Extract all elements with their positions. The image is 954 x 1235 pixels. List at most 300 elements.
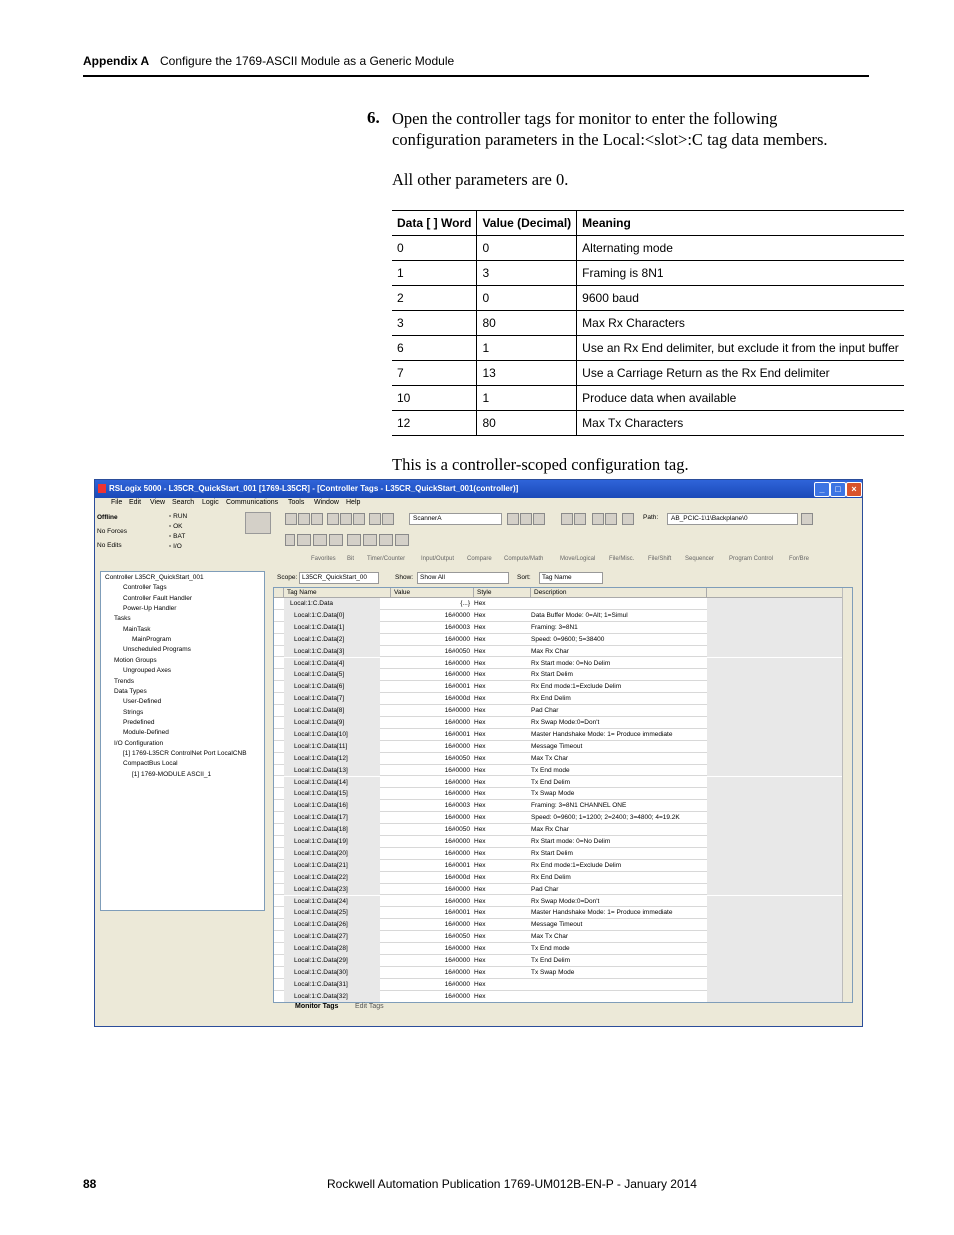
cell-word: 1	[392, 261, 477, 286]
blank-cell	[707, 622, 852, 634]
menu-logic[interactable]: Logic	[202, 499, 219, 506]
tree-node[interactable]: Data Types	[114, 687, 147, 695]
bottom-tabs	[273, 1002, 673, 1014]
tree-node[interactable]: Unscheduled Programs	[123, 646, 191, 654]
tab-monitor-tags[interactable]: Monitor Tags	[295, 1003, 339, 1010]
tag-row[interactable]	[274, 658, 852, 670]
tag-value-cell[interactable]: 16#0000	[444, 885, 470, 893]
tag-description-cell: Tx End mode	[531, 766, 570, 774]
cell-value: 80	[477, 311, 577, 336]
tag-description-cell: Speed: 0=9600; 5=38400	[531, 635, 605, 643]
tag-description-cell: Rx Start mode: 0=No Delim	[531, 838, 611, 845]
blank-cell	[707, 646, 852, 658]
tree-node[interactable]: Trends	[114, 677, 134, 685]
tab-program-control[interactable]: Program Control	[729, 556, 774, 562]
tag-style-cell: Hex	[474, 838, 486, 845]
cell-word: 10	[392, 386, 477, 411]
scope-select[interactable]: L35CR_QuickStart_00	[299, 572, 379, 584]
blank-cell	[707, 967, 852, 979]
tag-value-cell[interactable]: 16#0000	[444, 611, 470, 619]
tree-node[interactable]: CompactBus Local	[123, 760, 178, 768]
tag-row[interactable]	[274, 705, 852, 717]
tag-row[interactable]	[274, 848, 852, 860]
tag-row[interactable]	[274, 610, 852, 622]
tag-value-cell[interactable]: 16#0050	[444, 647, 470, 655]
tab-move-logical[interactable]: Move/Logical	[560, 556, 596, 562]
browse-icon[interactable]	[574, 513, 586, 525]
edits-status: No Edits	[97, 542, 122, 549]
col-header-meaning: Meaning	[577, 211, 904, 236]
tag-name-cell: Local:1:C.Data[19]	[284, 836, 380, 848]
tag-style-cell: Hex	[474, 897, 486, 905]
cell-value: 3	[477, 261, 577, 286]
tab-sequencer[interactable]: Sequencer	[685, 556, 715, 562]
tag-row[interactable]	[274, 943, 852, 955]
tag-style-cell: Hex	[474, 814, 486, 822]
cut-icon[interactable]	[327, 513, 339, 525]
path-browse-icon[interactable]	[801, 513, 813, 525]
close-icon[interactable]: ×	[846, 482, 862, 497]
col-header-word: Data [ ] Word	[392, 211, 477, 236]
blank-cell	[707, 848, 852, 860]
tag-row[interactable]	[274, 919, 852, 931]
tree-node[interactable]: User-Defined	[123, 698, 162, 706]
filter-bar	[277, 572, 777, 584]
tab-compute-math[interactable]: Compute/Math	[504, 556, 544, 562]
menu-file[interactable]: File	[111, 499, 123, 506]
table-row	[392, 311, 904, 336]
tag-description-cell: Rx Start Delim	[531, 849, 573, 857]
tag-row[interactable]	[274, 777, 852, 789]
menu-search[interactable]: Search	[172, 499, 195, 506]
controller-organizer	[100, 571, 265, 911]
blank-cell	[707, 729, 852, 741]
paste-icon[interactable]	[353, 513, 365, 525]
tag-name-cell: Local:1:C.Data[31]	[284, 979, 380, 991]
offline-status: Offline	[97, 514, 118, 521]
tag-value-cell[interactable]: 16#0003	[444, 623, 470, 631]
tag-value-cell[interactable]: 16#0000	[444, 790, 470, 798]
cell-word: 7	[392, 361, 477, 386]
tag-value-cell[interactable]: 16#0000	[444, 659, 470, 667]
tag-value-cell[interactable]: 16#0000	[444, 849, 470, 857]
tag-style-cell: Hex	[474, 790, 486, 798]
tag-row[interactable]	[274, 907, 852, 919]
tag-value-cell[interactable]: 16#0000	[444, 957, 470, 964]
blank-cell	[707, 812, 852, 824]
tab-compare[interactable]: Compare	[467, 556, 492, 562]
xref-icon[interactable]	[533, 513, 545, 525]
tree-node[interactable]: I/O Configuration	[114, 739, 164, 747]
tag-value-cell[interactable]: 16#0000	[444, 719, 470, 726]
tree-node[interactable]: Tasks	[114, 615, 131, 623]
cell-value: 1	[477, 336, 577, 361]
tag-value-cell[interactable]: 16#0000	[444, 897, 470, 905]
zoom-out-icon[interactable]	[605, 513, 617, 525]
tree-node[interactable]: Power-Up Handler	[123, 605, 177, 613]
tag-row[interactable]	[274, 884, 852, 896]
redo-icon[interactable]	[382, 513, 394, 525]
tree-node[interactable]: [1] 1769-L35CR ControlNet Port LocalCNB	[123, 749, 247, 757]
tag-row[interactable]	[274, 765, 852, 777]
tag-value-cell[interactable]: 16#000d	[444, 695, 470, 703]
tag-row[interactable]	[274, 753, 852, 765]
blank-cell	[707, 693, 852, 705]
tree-node[interactable]: Controller Fault Handler	[123, 594, 193, 602]
tag-name-cell: Local:1:C.Data[7]	[284, 693, 380, 705]
blank-cell	[707, 598, 852, 610]
tag-style-cell: Hex	[474, 730, 486, 738]
rslogix-window	[94, 479, 863, 1027]
tag-name-cell: Local:1:C.Data[15]	[284, 788, 380, 800]
tag-description-cell: Message Timeout	[531, 742, 583, 750]
tag-row[interactable]	[274, 669, 852, 681]
xic-icon[interactable]	[329, 534, 343, 546]
tag-row[interactable]	[274, 788, 852, 800]
maximize-icon[interactable]: □	[830, 482, 846, 497]
tree-node[interactable]: Ungrouped Axes	[123, 667, 172, 675]
branch-icon[interactable]	[297, 534, 311, 546]
blank-cell	[707, 705, 852, 717]
col-style[interactable]: Style	[474, 588, 531, 598]
tag-description-cell: Rx End mode:1=Exclude Delim	[531, 861, 622, 869]
zoom-in-icon[interactable]	[592, 513, 604, 525]
blank-cell	[707, 884, 852, 896]
branch-level-icon[interactable]	[313, 534, 327, 546]
tag-row[interactable]	[274, 812, 852, 824]
tag-value-cell[interactable]: 16#0000	[444, 766, 470, 774]
tag-name-cell: Local:1:C.Data[20]	[284, 848, 380, 860]
tag-value-cell[interactable]: {...}	[460, 600, 470, 607]
col-description[interactable]: Description	[531, 588, 707, 598]
show-label: Show:	[395, 574, 414, 581]
tag-value-cell[interactable]: 16#0000	[444, 635, 470, 643]
tag-description-cell: Max Rx Char	[531, 647, 569, 655]
grid-scrollbar[interactable]	[842, 588, 853, 1002]
table-row	[392, 336, 904, 361]
blank-cell	[707, 872, 852, 884]
tag-style-cell: Hex	[474, 861, 486, 869]
row-selector-header	[274, 588, 284, 598]
blank-cell	[707, 931, 852, 943]
tag-style-cell: Hex	[474, 921, 486, 929]
tag-row[interactable]	[274, 800, 852, 812]
led-io: ▫ I/O	[169, 543, 182, 550]
header-title: Configure the 1769-ASCII Module as a Generic Module	[160, 54, 455, 68]
tree-node[interactable]: Predefined	[123, 718, 155, 726]
tag-value-cell[interactable]: 16#0000	[444, 742, 470, 750]
copy-icon[interactable]	[340, 513, 352, 525]
tag-row[interactable]	[274, 836, 852, 848]
tag-description-cell: Framing: 3=8N1 CHANNEL ONE	[531, 802, 627, 810]
tag-row[interactable]	[274, 646, 852, 658]
tag-value-cell[interactable]: 16#0050	[444, 933, 470, 941]
cell-value: 0	[477, 236, 577, 261]
tab-timer-counter[interactable]: Timer/Counter	[367, 556, 406, 562]
tab-edit-tags[interactable]: Edit Tags	[355, 1003, 384, 1010]
verify-icon[interactable]	[507, 513, 519, 525]
tag-row[interactable]	[274, 717, 852, 729]
tag-row[interactable]	[274, 693, 852, 705]
cell-value: 1	[477, 386, 577, 411]
xio-icon[interactable]	[347, 534, 361, 546]
tag-description-cell: Rx End mode:1=Exclude Delim	[531, 683, 622, 691]
tree-node[interactable]: [1] 1769-MODULE ASCII_1	[132, 770, 212, 778]
path-select[interactable]: AB_PCIC-1\1\Backplane\0	[667, 513, 798, 525]
properties-icon[interactable]	[561, 513, 573, 525]
tag-name-cell: Local:1:C.Data	[284, 598, 380, 610]
tag-row[interactable]	[274, 872, 852, 884]
blank-cell	[707, 943, 852, 955]
blank-cell	[707, 991, 852, 1003]
tag-name-cell: Local:1:C.Data[10]	[284, 729, 380, 741]
tag-name-cell: Local:1:C.Data[32]	[284, 991, 380, 1003]
tag-value-cell[interactable]: 16#0001	[444, 909, 470, 917]
blank-cell	[707, 979, 852, 991]
tag-row[interactable]	[274, 622, 852, 634]
tag-value-cell[interactable]: 16#000d	[444, 873, 470, 881]
menu-tools[interactable]: Tools	[288, 499, 305, 506]
blank-cell	[707, 669, 852, 681]
tree-node[interactable]: Module-Defined	[123, 729, 169, 737]
tag-row[interactable]	[274, 824, 852, 836]
header-rule	[83, 75, 869, 77]
cell-value: 13	[477, 361, 577, 386]
open-icon[interactable]	[298, 513, 310, 525]
tag-row[interactable]	[274, 979, 852, 991]
menu-help[interactable]: Help	[346, 499, 361, 506]
cell-meaning: Alternating mode	[577, 236, 904, 261]
blank-cell	[707, 610, 852, 622]
show-select[interactable]: Show All	[417, 572, 509, 584]
new-icon[interactable]	[285, 513, 297, 525]
table-row	[392, 236, 904, 261]
toolbar	[285, 513, 785, 525]
tag-description-cell: Max Tx Char	[531, 933, 569, 941]
tag-description-cell: Max Tx Char	[531, 754, 569, 762]
tab-file-shift[interactable]: File/Shift	[648, 556, 672, 562]
tag-name-cell: Local:1:C.Data[25]	[284, 907, 380, 919]
tag-description-cell: Speed: 0=9600; 1=1200; 2=2400; 3=4800; 4=19.2K	[531, 814, 680, 822]
tag-description-cell: Rx End Delim	[531, 873, 571, 881]
led-panel	[169, 513, 209, 557]
tag-name-cell: Local:1:C.Data[0]	[284, 610, 380, 622]
tag-style-cell: Hex	[474, 885, 486, 893]
tag-value-cell[interactable]: 16#0001	[444, 730, 470, 738]
cell-value: 80	[477, 411, 577, 436]
col-blank	[707, 588, 852, 598]
tag-style-cell: Hex	[474, 933, 486, 941]
tree-node[interactable]: Controller L35CR_QuickStart_001	[105, 574, 204, 581]
tag-value-cell[interactable]: 16#0000	[444, 778, 470, 786]
tag-style-cell: Hex	[474, 778, 486, 786]
led-bat: ▫ BAT	[169, 533, 186, 540]
tab-bit[interactable]: Bit	[347, 556, 355, 562]
blank-cell	[707, 836, 852, 848]
tag-name-cell: Local:1:C.Data[6]	[284, 681, 380, 693]
tag-name-cell: Local:1:C.Data[21]	[284, 860, 380, 872]
tag-description-cell: Master Handshake Mode: 1= Produce immediate	[531, 730, 673, 738]
menu-window[interactable]: Window	[314, 499, 339, 506]
col-value[interactable]: Value	[391, 588, 474, 598]
tag-style-cell: Hex	[474, 695, 486, 703]
tag-description-cell: Data Buffer Mode: 0=Alt; 1=Simul	[531, 611, 628, 619]
tag-row[interactable]	[274, 860, 852, 872]
blank-cell	[707, 681, 852, 693]
tag-style-cell: Hex	[474, 623, 486, 631]
blank-cell	[707, 955, 852, 967]
tag-description-cell: Tx End Delim	[531, 778, 571, 786]
tag-value-cell[interactable]: 16#0000	[444, 921, 470, 929]
tag-row[interactable]	[274, 729, 852, 741]
minimize-icon[interactable]: _	[814, 482, 830, 497]
scanner-select[interactable]: ScannerA	[409, 513, 502, 525]
cell-word: 2	[392, 286, 477, 311]
tag-style-cell: Hex	[474, 957, 486, 964]
led-run: ▫ RUN	[169, 513, 188, 520]
col-tag-name[interactable]: Tag Name	[284, 588, 391, 598]
tag-name-cell: Local:1:C.Data[8]	[284, 705, 380, 717]
blank-cell	[707, 919, 852, 931]
tag-style-cell: Hex	[474, 826, 486, 834]
cell-meaning: Use a Carriage Return as the Rx End delimiter	[577, 361, 904, 386]
tag-name-cell: Local:1:C.Data[11]	[284, 741, 380, 753]
tag-name-cell: Local:1:C.Data[29]	[284, 955, 380, 967]
table-row	[392, 261, 904, 286]
save-icon[interactable]	[311, 513, 323, 525]
blank-cell	[707, 800, 852, 812]
tag-style-cell: Hex	[474, 719, 486, 726]
tag-value-cell[interactable]: 16#0001	[444, 861, 470, 869]
menu-view[interactable]: View	[150, 499, 166, 506]
rslinx-icon[interactable]	[622, 513, 634, 525]
tag-value-cell[interactable]: 16#0001	[444, 683, 470, 691]
tag-row[interactable]	[274, 991, 852, 1003]
cell-meaning: Use an Rx End delimiter, but exclude it from the input buffer	[577, 336, 904, 361]
tree-node[interactable]: Motion Groups	[114, 656, 157, 664]
tag-description-cell: Rx Start Delim	[531, 671, 573, 679]
tag-style-cell: Hex	[474, 683, 486, 691]
tree-node[interactable]: MainProgram	[132, 636, 172, 644]
blank-cell	[707, 788, 852, 800]
tag-row[interactable]	[274, 896, 852, 908]
cell-meaning: 9600 baud	[577, 286, 904, 311]
cell-word: 3	[392, 311, 477, 336]
tree-node[interactable]: Strings	[123, 708, 144, 716]
tag-style-cell: Hex	[474, 945, 486, 953]
tag-value-cell[interactable]: 16#0000	[444, 968, 470, 976]
blank-cell	[707, 777, 852, 789]
tag-style-cell: Hex	[474, 766, 486, 774]
tag-name-cell: Local:1:C.Data[5]	[284, 669, 380, 681]
cell-meaning: Produce data when available	[577, 386, 904, 411]
tag-value-cell[interactable]: 16#0000	[444, 980, 470, 988]
tag-description-cell: Tx Swap Mode	[531, 790, 575, 798]
tag-value-cell[interactable]: 16#0000	[444, 945, 470, 953]
tag-name-cell: Local:1:C.Data[13]	[284, 765, 380, 777]
tag-style-cell: Hex	[474, 849, 486, 857]
tag-style-cell: Hex	[474, 909, 486, 917]
tag-name-cell: Local:1:C.Data[24]	[284, 896, 380, 908]
tab-input-output[interactable]: Input/Output	[421, 556, 455, 562]
tab-for-break[interactable]: For/Bre	[789, 556, 810, 562]
tag-row[interactable]	[274, 931, 852, 943]
page-number: 88	[83, 1177, 97, 1191]
menu-edit[interactable]: Edit	[129, 499, 142, 506]
tag-value-cell[interactable]: 16#0000	[444, 814, 470, 822]
tag-name-cell: Local:1:C.Data[3]	[284, 646, 380, 658]
tag-style-cell: Hex	[474, 707, 486, 715]
config-table	[392, 210, 904, 436]
instruction-toolbar	[285, 534, 425, 546]
table-row	[392, 411, 904, 436]
tag-value-cell[interactable]: 16#0003	[444, 802, 470, 810]
tag-name-cell: Local:1:C.Data[28]	[284, 943, 380, 955]
tag-name-cell: Local:1:C.Data[2]	[284, 634, 380, 646]
tag-description-cell: Rx Swap Mode:0=Don't	[531, 897, 600, 905]
tag-style-cell: Hex	[474, 611, 486, 619]
path-label: Path:	[643, 514, 659, 521]
tag-value-cell[interactable]: 16#0000	[444, 992, 470, 1000]
otl-icon[interactable]	[379, 534, 393, 546]
keyswitch-icon	[245, 512, 271, 534]
verify-all-icon[interactable]	[520, 513, 532, 525]
tag-value-cell[interactable]: 16#0000	[444, 671, 470, 679]
tag-value-cell[interactable]: 16#0000	[444, 707, 470, 715]
tag-row[interactable]	[274, 967, 852, 979]
tag-row[interactable]	[274, 598, 852, 610]
tag-row[interactable]	[274, 741, 852, 753]
tag-description-cell: Tx End mode	[531, 945, 570, 953]
tag-style-cell: Hex	[474, 802, 486, 810]
tag-name-cell: Local:1:C.Data[18]	[284, 824, 380, 836]
tag-row[interactable]	[274, 681, 852, 693]
blank-cell	[707, 634, 852, 646]
tag-description-cell: Tx Swap Mode	[531, 968, 575, 976]
tree-node[interactable]: MainTask	[123, 625, 151, 633]
rung-icon[interactable]	[285, 534, 295, 546]
otu-icon[interactable]	[395, 534, 409, 546]
tag-style-cell: Hex	[474, 873, 486, 881]
publication-id: Rockwell Automation Publication 1769-UM012B-EN-P - January 2014	[327, 1177, 697, 1191]
blank-cell	[707, 860, 852, 872]
tab-file-misc[interactable]: File/Misc.	[609, 556, 635, 562]
tag-description-cell: Max Rx Char	[531, 826, 569, 834]
tag-style-cell: Hex	[474, 647, 486, 655]
menu-communications[interactable]: Communications	[226, 499, 279, 506]
tag-description-cell: Master Handshake Mode: 1= Produce immediate	[531, 909, 673, 917]
blank-cell	[707, 741, 852, 753]
tag-value-cell[interactable]: 16#0050	[444, 826, 470, 834]
tab-favorites[interactable]: Favorites	[311, 556, 336, 562]
tag-value-cell[interactable]: 16#0050	[444, 754, 470, 762]
app-icon	[98, 484, 106, 493]
ote-icon[interactable]	[363, 534, 377, 546]
table-row	[392, 386, 904, 411]
blank-cell	[707, 765, 852, 777]
tag-row[interactable]	[274, 634, 852, 646]
tree-node[interactable]: Controller Tags	[123, 584, 167, 592]
undo-icon[interactable]	[369, 513, 381, 525]
tag-style-cell: Hex	[474, 754, 486, 762]
tag-row[interactable]	[274, 955, 852, 967]
tag-style-cell: Hex	[474, 635, 486, 643]
sort-select[interactable]: Tag Name	[539, 572, 603, 584]
led-ok: ▫ OK	[169, 523, 183, 530]
window-title: RSLogix 5000 - L35CR_QuickStart_001 [1769-L35CR] - [Controller Tags - L35CR_QuickStart_001(controller)]	[109, 484, 519, 493]
tag-value-cell[interactable]: 16#0000	[444, 838, 470, 845]
tag-name-cell: Local:1:C.Data[26]	[284, 919, 380, 931]
